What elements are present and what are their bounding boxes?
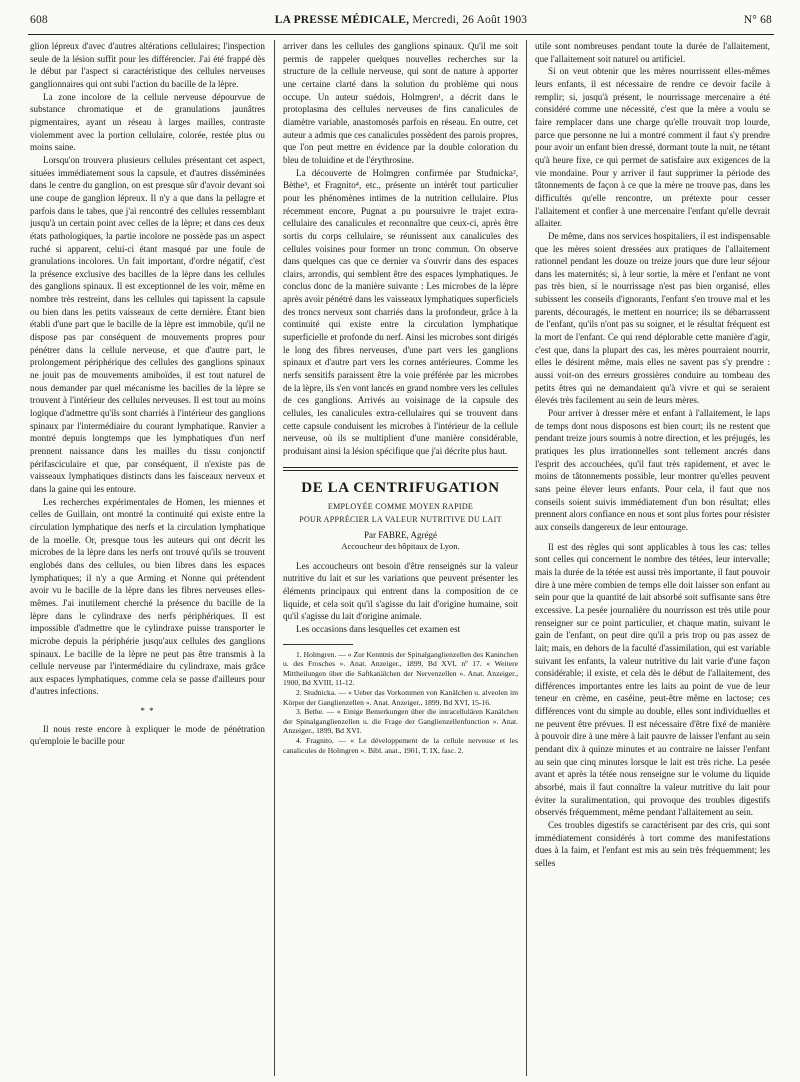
paragraph: arriver dans les cellules des ganglions spinaux. Qu'il me soit permis de rappeler quelques nouvelles recherches sur la structure de la cellule nerveuse, qui sont de nature à apporter une certaine clarté dans la solution du problème qui nous occupe. Un auteur suédois, Holmgren¹, a décrit dans le protoplasma des cellules nerveuses de fins canalicules de diamètre variable, anastomosés parfois en réseau. En outre, cet auteur a admis que ces canalicules possèdent des parois propres, que l'on peut mettre en évidence par la double coloration du bleu de toluidine et de l'érythrosine. bbox=[283, 41, 518, 165]
journal-name: LA PRESSE MÉDICALE, bbox=[274, 14, 410, 26]
article-subtitle: EMPLOYÉE COMME MOYEN RAPIDE bbox=[327, 501, 474, 511]
article-author bbox=[283, 530, 518, 541]
page-header bbox=[30, 14, 772, 34]
footnote-rule bbox=[283, 644, 353, 645]
paragraph: Les recherches expérimentales de Homen, les miennes et celles de Guillain, ont montré la continuité qui existe entre la circulation lymphatique des nerfs et la circulation lymphatique de la moelle. Or, presque tous les auteurs qui ont décrit les microbes de la lèpre dans les nerfs ont trouvé qu'ils se trouvent englobés dans des cellules, ou bien libres dans les espaces lymphatiques; il n'y a que Arming et Nonne qui prétendent avoir vu le bacille de la lèpre dans les fibres nerveuses elles-mêmes. J'ai inutilement cherché la présence du bacille de la lèpre dans le cylindraxe des nerfs périphériques. Il est impossible d'admettre que le cylindraxe puisse transporter le microbe depuis la périphérie jusqu'aux cellules des ganglions spinaux. Le bacille de la lèpre ne peut pas être transmis à la cellule nerveuse par l'intermédiaire du cylindraxe, mais grâce aux espaces lymphatiques, comme cela se passe d'ailleurs pour d'autres infections. bbox=[30, 496, 265, 697]
author-prefix: Par bbox=[363, 529, 376, 540]
paragraph-gap bbox=[535, 534, 770, 541]
column-1 bbox=[30, 40, 265, 1076]
issue-number: N° 68 bbox=[743, 14, 772, 26]
paragraph: Si on veut obtenir que les mères nourrissent elles-mêmes leurs enfants, il est nécessaire de rendre ce devoir facile à remplir; si, jusqu'à présent, le nourrissage mercenaire a été considéré comme une nécessité, c'est que la mère a voulu se faire remplacer dans une charge qu'elle trouvait trop lourde, parce que personne ne lui a montré comment il faut s'y prendre pour avoir un enfant bien dressé, dormant toute la nuit, ne tétant qu'à heure fixe, ce qui permet de satisfaire aux exigences de la vie mondaine. Pour y arriver il faut supprimer la période des tâtonnements de façon à ce que la mère ne trouve pas, dans les difficultés qu'elle rencontre, un prétexte pour cesser l'allaitement et confier à une mercenaire l'enfant qu'elle devrait allaiter. bbox=[535, 66, 770, 229]
paragraph: Il est des règles qui sont applicables à tous les cas: telles sont celles qui concernent le nombre des tétées, leur intervalle; mais la durée de la tétée est aussi très importante, il faut pouvoir dire à une mère combien de temps elle doit laisser son enfant au sein pour que la quantité de lait absorbé soit suffisante sans être excessive. La pesée journalière du nourrisson est très utile pour renseigner sur ce point particulier, et chaque matin, suivant le gain de l'enfant, on peut dire qu'il a pris trop ou pas assez de lait; mais, en dehors de la faculté d'assimilation, qui est variable suivant les enfants, la valeur nutritive du lait varie d'une façon considérable; il existe, et cela dès le début de l'allaitement, des différences importantes entre les laits au point de vue de leur teneur en crème, en caséine, peut-être même en lactose; ces différences vont du simple au double, elles sont individuelles et ne peuvent être prévues. Il est nécessaire d'être fixé de manière à pouvoir dire à une mère à lait pauvre de laisser l'enfant au sein pendant dix à quinze minutes et au contraire ne laisser l'enfant au sein que cinq minutes lorsque le lait est très riche. La pesée avant et après la tétée nous renseigne sur le volume du liquide absorbé, mais il faut connaître la valeur nutritive du lait pour éviter la suralimentation, qui provoque des troubles digestifs observés fréquemment, même pendant l'allaitement au sein. bbox=[535, 541, 770, 818]
article-title: DE LA CENTRIFUGATION bbox=[301, 479, 500, 496]
footnote: 3. Bethe. — « Einige Bemerkungen über die intracellulären Kanälchen der Spinalganglienzellen u. die Frage der Ganglienzellenfunction ». Anat. Anzeiger., 1899, Bd XVI. bbox=[283, 707, 518, 736]
author-name: FABRE bbox=[378, 529, 407, 540]
author-affiliation: Accoucheur des hôpitaux de Lyon. bbox=[341, 540, 460, 551]
page-number: 608 bbox=[30, 14, 48, 26]
article-subtitle: POUR APPRÉCIER LA VALEUR NUTRITIVE DU LAIT bbox=[299, 514, 502, 524]
footnote: 2. Studnicka. — « Ueber das Vorkommen von Kanälchen u. alveolen im Körper der Ganglienzellen ». Anat. Anzeiger., 1899, Bd XVI, 15-16. bbox=[283, 687, 518, 707]
paragraph: Pour arriver à dresser mère et enfant à l'allaitement, le laps de temps dont nous disposons est bien court; ils ne restent que pendant treize jours soumis à notre direction, et les préjugés, les pratiques les plus irrationnelles sont tellement ancrés dans l'esprit des accouchées, qu'il faut très rapidement, et avec le moins de tâtonnements possible, leur montrer qu'elles peuvent sans peine élever leurs enfants. Pour cela, il faut que nos conseils soient suivis immédiatement d'un bon résultat; elles prennent alors confiance en nous et sont plus fortes pour résister aux conseils dangereux de leur entourage. bbox=[535, 408, 770, 532]
section-break-stars: * * bbox=[140, 706, 155, 717]
column-divider bbox=[526, 40, 527, 1076]
journal-title bbox=[30, 14, 772, 26]
paragraph: La zone incolore de la cellule nerveuse dépourvue de substance chromatique et de granulations jaunâtres pigmentaires, ayant un réseau à larges mailles, contraste violemment avec la portion cellulaire, colorée, restée plus ou moins saine. bbox=[30, 91, 265, 153]
paragraph: Il nous reste encore à expliquer le mode de pénétration qu'emploie le bacille pour bbox=[30, 723, 265, 747]
paragraph: Ces troubles digestifs se caractérisent par des cris, qui sont immédiatement considérés à tort comme des manifestations dues à la faim, et l'enfant est mis au sein très fréquemment; les selles bbox=[535, 820, 770, 868]
column-divider bbox=[274, 40, 275, 1076]
paragraph: La découverte de Holmgren confirmée par Studnicka², Bèthe³, et Fragnito⁴, etc., présente un intérêt tout particulier pour les phénomènes intimes de la nutrition cellulaire. Plus récemment encore, Pugnat a pu poursuivre le trajet extra-cellulaire des canalicules et reconnaître que ceux-ci, après être sortis du corps cellulaire, se réunissent aux canalicules des cellules voisines pour former un tronc commun. On observe dans quelques cas que ce dernier va s'ouvrir dans des espaces clairs, arrondis, qui semblent être des espaces lymphatiques. Je conclus donc de la manière suivante : Les microbes de la lèpre après avoir pénétré dans les vaisseaux lymphatiques superficiels des troncs nerveux sont charriés dans la profondeur, grâce à la continuité qui existe entre la circulation lymphatique superficielle et profonde du nerf. Ainsi les microbes sont dirigés le long des fibres nerveuses, d'une part vers les ganglions spinaux et d'autre part vers les cornes antérieures. Comme les nerfs sensitifs paraissent être la voie préférée par les microbes de la lèpre, ils s'en vont lancés en grand nombre vers les cellules de ces ganglions. Arrivés au voisinage de la capsule des cellules, les canalicules extra-cellulaires qui se trouvent dans cette capsule conduisent les microbes à l'intérieur de la cellule nerveuse, où ils se multiplient d'une manière considérable, produisant ainsi la lésion spécifique que j'ai décrite plus haut. bbox=[283, 167, 518, 456]
column-2 bbox=[283, 40, 518, 1076]
issue-date: Mercredi, 26 Août 1903 bbox=[412, 14, 528, 26]
article-separator bbox=[283, 467, 518, 471]
author-title: , Agrégé bbox=[406, 529, 438, 540]
paragraph: glion lépreux d'avec d'autres altérations cellulaires; l'inspection seule de la lésion suffit pour les différencier. J'ai été frappé dès le début par l'aspect si caractéristique des cellules nerveuses ganglionnaires qui ont subi l'action du bacille de la lèpre. bbox=[30, 41, 265, 89]
paragraph: Lorsqu'on trouvera plusieurs cellules présentant cet aspect, situées immédiatement sous la capsule, et d'autres disséminées dans le centre du ganglion, on est presque sûr d'avoir devant soi une coupe de ganglion lépreux. Il n'y a que dans la pellagre et parfois dans le tabes, que j'ai rencontré des cellules ressemblant jusqu'à un certain point avec celles de la lèpre; et dans ces deux états pathologiques, la partie incolore ne possède pas un aspect ruché si apparent, celui-ci étant masqué par une foule de granulations incolores. Un fait important, d'ordre négatif, c'est la présence exclusive des bacilles de la lèpre dans les cellules des ganglions spinaux. Il est exceptionnel de les voir, même en nombre très restreint, dans les cellules qui tapissent la capsule ou bien dans les petits vaisseaux de cette dernière. Étant bien établi d'une part que le bacille de la lèpre est immobile, qu'il ne dispose pas par conséquent de mouvements propres pour pénétrer dans la cellule nerveuse, et que d'autre part, le prolongement périphérique des cellules des ganglions spinaux ne jouit pas de mouvements amiboïdes, il est tout naturel de nous demander par quel mécanisme les bacilles de la lèpre se trouvent à l'intérieur des cellules nerveuses. Il est tout au moins logique d'admettre qu'ils sont charriés à l'intérieur des ganglions spinaux par l'intermédiaire du courant lymphatique. Ranvier a montré depuis longtemps que les lymphatiques d'un nerf prennent naissance dans les mailles du tissu conjonctif périfasciculaire et que, par conséquent, il n'existe pas de vaisseaux lymphatiques distincts dans les faisceaux nerveux et dans la gaine qui les entoure. bbox=[30, 154, 265, 494]
footnote: 1. Holmgren. — « Zur Kenntnis der Spinalganglienzellen des Kaninchen u. des Frosches ». Anat. Anzeiger., 1899, Bd XVI, nº 17. « Weitere Mittheilungen über die Saftkanälchen der Nervenzellen ». Anat. Anzeiger., 1900, Bd XVIII, 11-12. bbox=[283, 649, 518, 688]
paragraph: Les accoucheurs ont besoin d'être renseignés sur la valeur nutritive du lait et sur les variations que peuvent présenter les éléments principaux qui entrent dans la composition de ce liquide, et cela soit qu'il s'agisse du lait d'origine humaine, soit qu'il s'agisse du lait d'origine animale. bbox=[283, 560, 518, 622]
column-3 bbox=[535, 40, 770, 1076]
paragraph: De même, dans nos services hospitaliers, il est indispensable que les mères soient dressées aux pratiques de l'allaitement rationnel pendant les douze ou treize jours que dure leur séjour dans les maternités; si, à leur sortie, la mère et l'enfant ne vont pas très bien, si le nourrissage n'est pas bien organisé, elles subissent les conseils d'ignorants, l'enfant s'en trouve mal et les parents, découragés, le mettent en nourrice; ils se débarrassent de l'enfant, qu'ils n'ont pas su soigner, et le résultat fréquent est la mort de l'enfant. Ce qui rend déplorable cette manière d'agir, c'est que, dans la plupart des cas, les mères pourraient nourrir, elles le désirent même, mais elles ne savent pas s'y prendre : aussi voit-on des erreurs grossières conduire au tombeau des petits êtres qui ne demandaient qu'à vivre et qui se seraient élevés très facilement au sein de leurs mères. bbox=[535, 230, 770, 406]
footnote: 4. Fragnito. — « Le développement de la cellule nerveuse et les canalicules de Holmgren ». Bibl. anat., 1901, T. IX, fasc. 2. bbox=[283, 735, 518, 755]
header-rule bbox=[28, 34, 774, 35]
paragraph: Les occasions dans lesquelles cet examen est bbox=[296, 623, 461, 634]
paragraph: utile sont nombreuses pendant toute la durée de l'allaitement, que l'allaitement soit naturel ou artificiel. bbox=[535, 41, 770, 64]
